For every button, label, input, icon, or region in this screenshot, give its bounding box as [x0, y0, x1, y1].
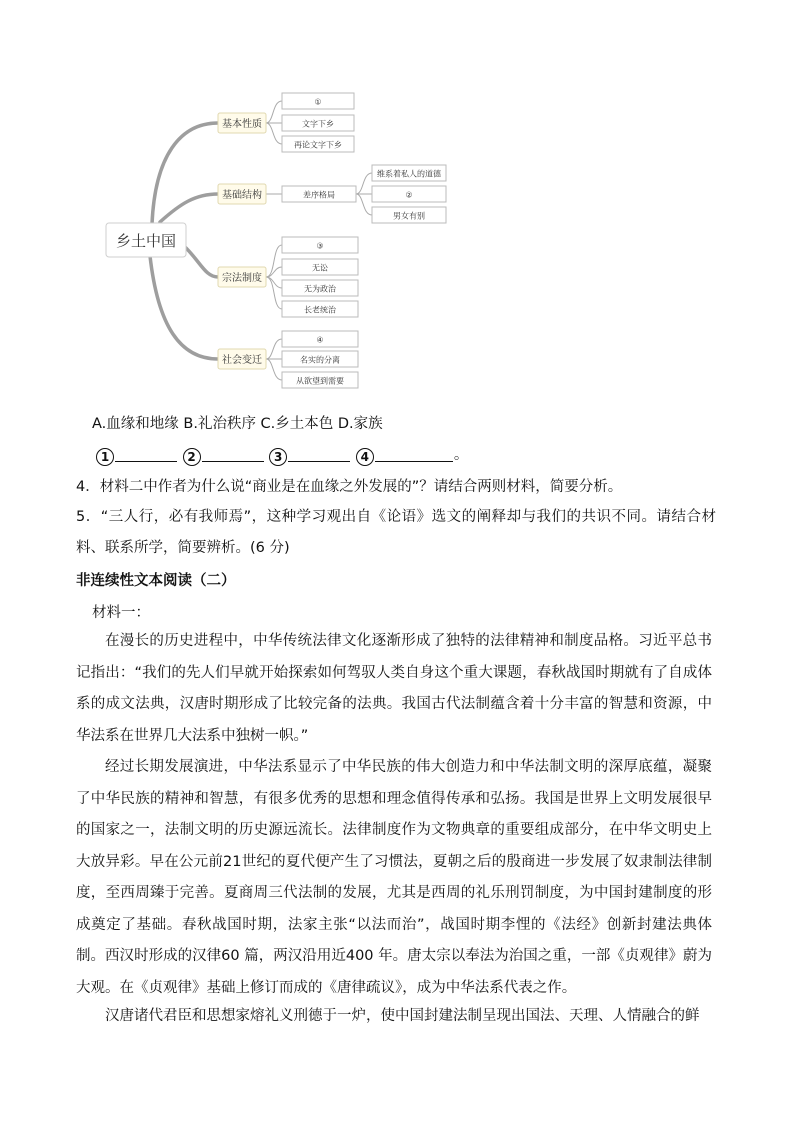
svg-text:②: ② [405, 190, 413, 200]
mindmap-leaf [282, 93, 354, 109]
svg-text:文字下乡: 文字下乡 [302, 119, 334, 129]
mindmap-leaf [372, 207, 446, 223]
answer-options: A.血缘和地缘 B.礼治秩序 C.乡土本色 D.家族 [92, 416, 383, 432]
connector-center-branch2 [160, 194, 218, 222]
svg-text:基本性质: 基本性质 [222, 119, 262, 130]
mindmap-leaf [282, 237, 358, 253]
svg-text:长老统治: 长老统治 [304, 305, 336, 315]
svg-text:社会变迁: 社会变迁 [222, 355, 262, 366]
svg-text:④: ④ [316, 335, 324, 345]
connector-center-branch1 [152, 123, 218, 224]
svg-text:维系着私人的道德: 维系着私人的道德 [377, 169, 441, 179]
blank-4[interactable] [375, 445, 453, 462]
svg-text:③: ③ [316, 241, 324, 251]
svg-text:差序格局: 差序格局 [303, 190, 335, 200]
mindmap-leaf [282, 331, 358, 347]
material-label: 材料一： [92, 605, 150, 621]
mindmap-branch-1 [218, 113, 266, 133]
paragraph-1: 在漫长的历史进程中，中华传统法律文化逐渐形成了独特的法律精神和制度品格。习近平总书记指出：“我们的先人们早就开始探索如何驾驭人类自身这个重大课题，春秋战国时期就有了自成体系的成文法典，汉唐时期形成了比较完备的法典。我国古代法制蕴含着十分丰富的智慧和资源，中华法系在世界几大法系中独树一帜。” [76, 633, 712, 744]
mindmap-leaf [282, 301, 358, 317]
mindmap-branch-3 [218, 267, 266, 287]
paragraph-3: 汉唐诸代君臣和思想家熔礼义刑德于一炉，使中国封建法制呈现出国法、天理、人情融合的鲜 [105, 1008, 700, 1024]
blank-number-2: 2 [183, 448, 201, 466]
svg-text:宗法制度: 宗法制度 [222, 273, 262, 284]
blank-1[interactable] [115, 445, 177, 462]
svg-text:从欲望到需要: 从欲望到需要 [296, 376, 344, 386]
mindmap-leaf [282, 136, 354, 152]
answer-blanks-row [96, 445, 746, 466]
paragraph-2: 经过长期发展演进，中华法系显示了中华民族的伟大创造力和中华法制文明的深厚底蕴，凝聚了中华民族的精神和智慧，有很多优秀的思想和理念值得传承和弘扬。我国是世界上文明发展很早的国家之一，法制文明的历史源远流长。法律制度作为文物典章的重要组成部分，在中华文明史上大放异彩。早在公元前21世纪的夏代便产生了习惯法，夏朝之后的殷商进一步发展了奴隶制法律制度，至西周臻于完善。夏商周三代法制的发展，尤其是西周的礼乐刑罚制度，为中国封建制度的形成奠定了基础。春秋战国时期，法家主张“以法而治”，战国时期李悝的《法经》创新封建法典体制。西汉时形成的汉律60 篇，两汉沿用近400 年。唐太宗以奉法为治国之重，一部《贞观律》蔚为大观。在《贞观律》基础上修订而成的《唐律疏议》，成为中华法系代表之作。 [76, 759, 712, 996]
svg-text:无为政治: 无为政治 [304, 284, 336, 294]
blank-number-4: 4 [356, 448, 374, 466]
mindmap-leaf [372, 165, 446, 181]
mindmap-leaf [372, 186, 446, 202]
question-4: 4．材料二中作者为什么说“商业是在血缘之外发展的”？请结合两则材料，简要分析。 [76, 479, 623, 495]
svg-text:基础结构: 基础结构 [222, 190, 262, 201]
svg-text:无讼: 无讼 [312, 263, 328, 273]
section-title: 非连续性文本阅读（二） [76, 573, 236, 589]
blank-3[interactable] [288, 445, 350, 462]
mindmap-leaf [282, 115, 354, 131]
blank-number-3: 3 [269, 448, 287, 466]
blanks-end-punct: 。 [453, 447, 469, 463]
question-5: 5．“三人行，必有我师焉”，这种学习观出自《论语》选文的阐释却与我们的共识不同。请结合材料、联系所学，简要辨析。(6 分) [76, 509, 716, 556]
mindmap-center-label: 乡土中国 [115, 232, 177, 250]
mind-map-diagram [100, 86, 460, 392]
mindmap-leaf [282, 280, 358, 296]
mindmap-leaf [282, 259, 358, 275]
mindmap-branch-4 [218, 349, 266, 369]
mindmap-mid-node [282, 186, 356, 202]
svg-text:①: ① [314, 97, 322, 107]
connector-center-branch3 [184, 246, 218, 277]
blank-2[interactable] [202, 445, 264, 462]
svg-text:名实的分离: 名实的分离 [300, 355, 340, 365]
mindmap-leaf [282, 351, 358, 367]
svg-text:再论文字下乡: 再论文字下乡 [294, 140, 342, 150]
blank-number-1: 1 [96, 448, 114, 466]
mindmap-leaf [282, 372, 358, 388]
svg-text:男女有别: 男女有别 [393, 211, 425, 221]
mindmap-branch-2 [218, 184, 266, 204]
